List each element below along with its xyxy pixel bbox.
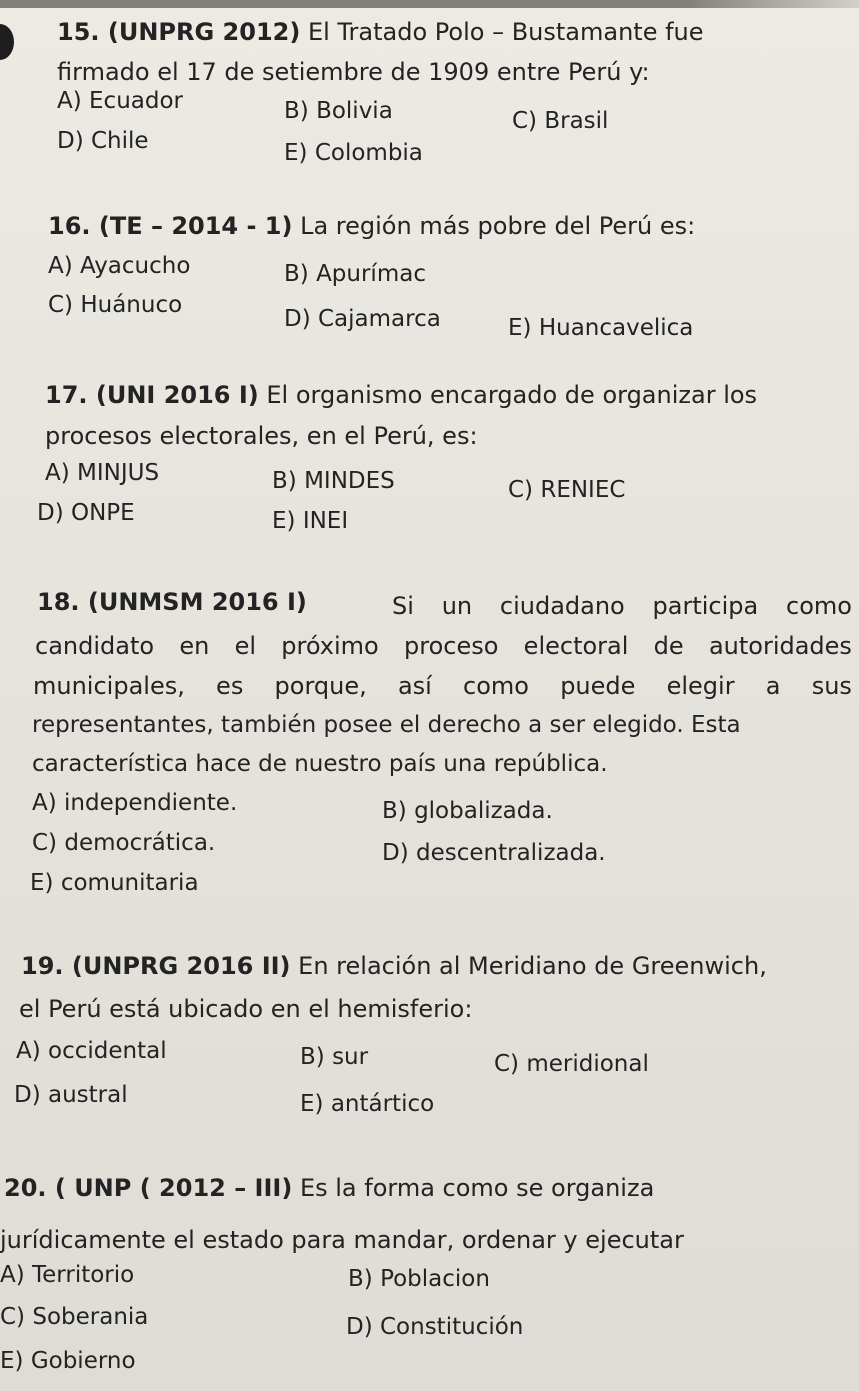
- question-16-option-c[interactable]: C) Huánuco: [48, 292, 183, 318]
- word: un: [441, 592, 473, 620]
- question-15-option-c[interactable]: C) Brasil: [512, 108, 609, 134]
- question-20-tag: 20. ( UNP ( 2012 – III): [4, 1174, 293, 1202]
- question-19-stem: [21, 952, 767, 980]
- question-16-option-d[interactable]: D) Cajamarca: [284, 306, 441, 332]
- question-18-option-e[interactable]: E) comunitaria: [30, 870, 199, 896]
- word: proceso: [404, 632, 499, 660]
- question-20-option-e[interactable]: E) Gobierno: [0, 1348, 136, 1374]
- word: puede: [560, 672, 636, 700]
- question-18-stem: [37, 588, 307, 616]
- question-15-text-2: firmado el 17 de setiembre de 1909 entre Perú y:: [57, 58, 650, 86]
- question-16-text-1: La región más pobre del Perú es:: [300, 212, 696, 240]
- question-18-text-4: representantes, también posee el derecho a ser elegido. Esta: [32, 712, 741, 738]
- word: ciudadano: [499, 592, 625, 620]
- question-15-text-1: El Tratado Polo – Bustamante fue: [307, 18, 704, 46]
- question-17-option-c[interactable]: C) RENIEC: [508, 477, 626, 503]
- word: así: [397, 672, 432, 700]
- question-18-text-2: [35, 632, 852, 660]
- question-17-option-e[interactable]: E) INEI: [272, 508, 349, 534]
- question-19-option-e[interactable]: E) antártico: [300, 1091, 435, 1117]
- question-16-tag: 16. (TE – 2014 - 1): [48, 212, 293, 240]
- question-17-option-a[interactable]: A) MINJUS: [45, 460, 160, 486]
- question-18-option-a[interactable]: A) independiente.: [32, 790, 238, 816]
- word: sus: [811, 672, 852, 700]
- word: en: [179, 632, 210, 660]
- question-18-option-b[interactable]: B) globalizada.: [382, 798, 553, 824]
- word: es: [216, 672, 244, 700]
- word: el: [234, 632, 257, 660]
- question-18-text-1: [392, 592, 852, 620]
- question-19-option-a[interactable]: A) occidental: [16, 1038, 167, 1064]
- word: porque,: [274, 672, 367, 700]
- word: elegir: [666, 672, 735, 700]
- word: autoridades: [708, 632, 852, 660]
- question-16-stem: [48, 212, 695, 240]
- question-19-text-1: En relación al Meridiano de Greenwich,: [298, 952, 767, 980]
- question-20-option-a[interactable]: A) Territorio: [0, 1262, 135, 1288]
- word: candidato: [35, 632, 155, 660]
- question-17-text-1: El organismo encargado de organizar los: [266, 381, 758, 409]
- question-17-option-b[interactable]: B) MINDES: [272, 468, 395, 494]
- question-20-option-d[interactable]: D) Constitución: [346, 1314, 524, 1340]
- question-20-option-b[interactable]: B) Poblacion: [348, 1266, 490, 1292]
- question-19-tag: 19. (UNPRG 2016 II): [21, 952, 291, 980]
- question-15-stem: [57, 18, 704, 46]
- word: electoral: [523, 632, 629, 660]
- question-20-option-c[interactable]: C) Soberania: [0, 1304, 149, 1330]
- question-18-option-c[interactable]: C) democrática.: [32, 830, 216, 856]
- word: participa: [652, 592, 759, 620]
- top-shadow: [0, 0, 859, 8]
- word: próximo: [281, 632, 379, 660]
- question-17-text-2: procesos electorales, en el Perú, es:: [45, 422, 478, 450]
- question-16-option-b[interactable]: B) Apurímac: [284, 261, 426, 287]
- question-19-option-b[interactable]: B) sur: [300, 1044, 369, 1070]
- question-17-tag: 17. (UNI 2016 I): [45, 381, 259, 409]
- question-16-option-a[interactable]: A) Ayacucho: [48, 253, 191, 279]
- question-19-option-d[interactable]: D) austral: [14, 1082, 128, 1108]
- question-16-option-e[interactable]: E) Huancavelica: [508, 315, 694, 341]
- question-18-text-5: característica hace de nuestro país una república.: [32, 751, 608, 777]
- question-15-option-a[interactable]: A) Ecuador: [57, 88, 183, 114]
- question-20-stem: [4, 1174, 654, 1202]
- question-18-text-3: [33, 672, 852, 700]
- word: Si: [392, 592, 414, 620]
- question-15-option-b[interactable]: B) Bolivia: [284, 98, 393, 124]
- question-17-option-d[interactable]: D) ONPE: [37, 500, 135, 526]
- question-15-tag: 15. (UNPRG 2012): [57, 18, 301, 46]
- question-18-tag: 18. (UNMSM 2016 I): [37, 588, 307, 616]
- question-19-text-2: el Perú está ubicado en el hemisferio:: [19, 995, 473, 1023]
- word: como: [786, 592, 852, 620]
- question-15-option-e[interactable]: E) Colombia: [284, 140, 423, 166]
- question-17-stem: [45, 381, 757, 409]
- question-18-option-d[interactable]: D) descentralizada.: [382, 840, 606, 866]
- word: como: [463, 672, 529, 700]
- binder-hole: [0, 24, 14, 60]
- word: a: [765, 672, 781, 700]
- question-15-option-d[interactable]: D) Chile: [57, 128, 149, 154]
- question-20-text-2: jurídicamente el estado para mandar, ordenar y ejecutar: [0, 1226, 684, 1254]
- word: de: [653, 632, 684, 660]
- question-20-text-1: Es la forma como se organiza: [299, 1174, 655, 1202]
- word: municipales,: [33, 672, 185, 700]
- question-19-option-c[interactable]: C) meridional: [494, 1051, 649, 1077]
